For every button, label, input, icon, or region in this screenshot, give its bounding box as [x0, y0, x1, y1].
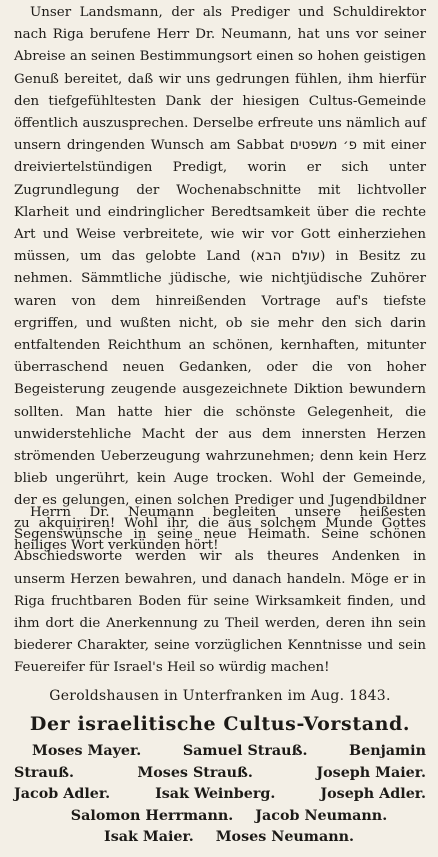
name-row: [32, 806, 426, 828]
name-row: [14, 784, 426, 806]
dateline: Geroldshausen in Unterfranken im Aug. 1843.: [49, 688, 391, 704]
signatory-name: Moses Mayer.: [32, 743, 142, 759]
signatory-name: Joseph Adler.: [320, 786, 426, 802]
signatory-name: Moses Neumann.: [215, 829, 354, 845]
signatory-name: Joseph Maier.: [316, 764, 426, 781]
signatory-name: Benjamin: [349, 743, 426, 759]
name-row: [14, 763, 426, 785]
paragraph-1-text-b: mit einer dreiviertelstündigen Predigt, worin er sich unter Zugrundlegung der Wochenabschnitte mit lichtvoller Klarheit und eindringlicher Beredtsamkeit über die rechte Art und Weise verbreitete, wie wir vor Gott einherziehen müssen, um das gelobte Land (: [14, 138, 427, 265]
signatory-name: Jacob Neumann.: [255, 807, 388, 824]
name-row: [32, 741, 426, 763]
signatory-name: Jacob Adler.: [14, 786, 111, 802]
article-paragraph-2: Herrn Dr. Neumann begleiten unsere heißesten Segenswünsche in seine neue Heimath. Seine schönen Abschiedsworte werden wir als theures Andenken in unserm Herzen bewahren, und danach handeln. Möge er in Riga fruchtbaren Boden für seine Wirksamkeit finden, und ihm dort die Anerkennung zu Theil werden, deren ihn sein biederer Charakter, seine vorzüglichen Kenntnisse und sein Feuereifer für Israel's Heil so würdig machen!: [14, 505, 426, 676]
signatory-name: Isak Maier.: [104, 829, 194, 845]
paragraph-1-text-c: ) in Besitz zu nehmen. Sämmtliche jüdische, wie nichtjüdische Zuhörer waren von dem hinreißenden Vortrage auf's tiefste ergriffen, und wußten nicht, ob sie mehr den sich darin entfaltenden Reichthum an schönen, kernhaften, mitunter überraschend neuen Gedanken, oder die von hoher Begeisterung zeugende ausgezeichnete Diktion bewundern sollten. Man hatte hier die schönste Gelegenheit, die unwiderstehliche Macht der aus dem innersten Herzen strömenden Ueberzeugung wahrzunehmen; denn kein Herz blieb ungerührt, kein Auge trocken. Wohl der Gemeinde, der es gelungen, einen solchen Prediger und Jugendbildner zu akquiriren! Wohl ihr, die aus solchem Munde Gottes heiliges Wort verkünden hört!: [14, 249, 426, 553]
name-row: [32, 827, 426, 849]
signatory-name: Moses Strauß.: [137, 764, 253, 781]
signatory-name: Isak Weinberg.: [155, 786, 276, 802]
signatory-name: Samuel Strauß.: [182, 743, 308, 759]
article-paragraph-1: [14, 2, 426, 557]
signatory-organization: Der israelitische Cultus-Vorstand.: [29, 713, 411, 735]
signatory-names: [14, 741, 426, 849]
paragraph-1-text-a: Unser Landsmann, der als Prediger und Schuldirektor nach Riga berufene Herr Dr. Neumann, hat uns vor seiner Abreise an seinen Bestimmungsort einen so hohen geistigen Genuß bereitet, daß wir uns gedrungen fühlen, ihm hierfür den tiefgefühltesten Dank der hiesigen Cultus-Gemeinde öffentlich auszusprechen. Derselbe erfreute uns nämlich auf unsern dringenden Wunsch am Sabbat: [14, 5, 426, 154]
hebrew-parasha-name: פ׳ משפטים: [289, 138, 357, 154]
signatory-name: Salomon Herrmann.: [70, 807, 234, 824]
signatory-name: Strauß.: [14, 764, 74, 781]
hebrew-olam-haba: עולם הבא: [255, 249, 321, 265]
